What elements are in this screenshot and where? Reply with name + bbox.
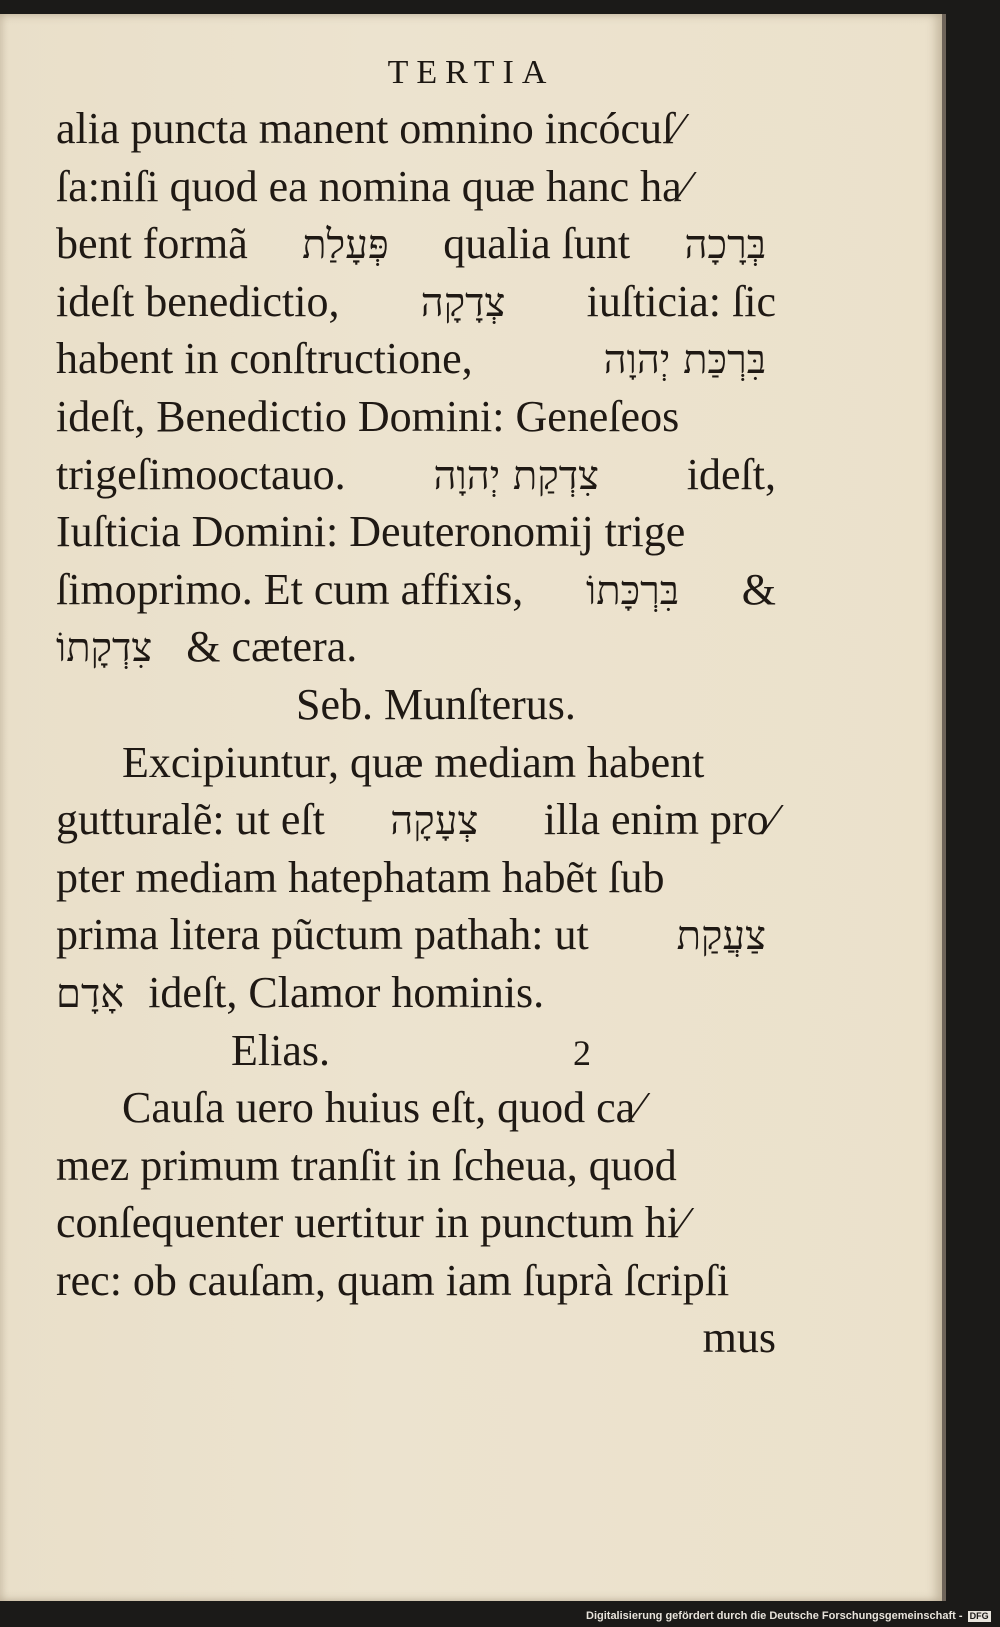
section-heading-munsterus: [56, 676, 776, 734]
latin-text: pter mediam hatephatam habẽt ſub: [56, 852, 665, 902]
text-line-20: [56, 1194, 776, 1252]
latin-text: trigeſimooctauo.: [56, 449, 346, 499]
catchword-line: [56, 1309, 776, 1367]
hebrew-phrase: צִדְקַת יְהוָה: [433, 452, 599, 499]
text-block: [56, 100, 776, 1367]
hebrew-phrase: בִּרְכַּת יְהוָה: [603, 337, 766, 384]
hebrew-word: צַעֲקַת: [676, 913, 766, 960]
hebrew-word: פְּעָלַת: [302, 222, 389, 269]
text-line-10: [56, 618, 776, 676]
hebrew-word: צְעָקָה: [390, 798, 479, 845]
text-line-16: [56, 964, 776, 1022]
latin-text: iuſticia: ſic: [586, 276, 776, 326]
text-line-14: [56, 849, 776, 907]
footer-text: Digitalisierung gefördert durch die Deutsche Forschungsgemeinschaft -: [586, 1610, 963, 1622]
latin-text: &: [741, 564, 776, 614]
hebrew-word: צִדְקָתוֹ: [56, 625, 153, 672]
text-line-13: [56, 791, 776, 849]
dfg-logo: DFG: [969, 1611, 989, 1621]
latin-text: illa enim pro⁄: [543, 795, 776, 845]
text-line-2: [56, 158, 776, 216]
text-line-4: [56, 273, 776, 331]
latin-text: mez primum tranſit in ſcheua, quod: [56, 1140, 677, 1190]
hebrew-word: אָדָם: [56, 970, 125, 1017]
latin-text: ſa:niſi quod ea nomina quæ hanc ha⁄: [56, 161, 689, 211]
latin-text: conſequenter uertitur in punctum hi⁄: [56, 1198, 687, 1248]
text-line-19: [56, 1137, 776, 1195]
latin-text: gutturalẽ: ut eſt: [56, 795, 325, 845]
text-line-3: [56, 215, 776, 273]
running-head: TERTIA: [387, 54, 555, 91]
section-heading-elias: [56, 1022, 776, 1080]
latin-text: rec: ob cauſam, quam iam ſuprà ſcripſi: [56, 1255, 730, 1305]
latin-text: ideſt,: [686, 449, 776, 499]
text-line-18: [56, 1079, 776, 1137]
latin-text: Excipiuntur, quæ mediam habent: [122, 737, 705, 787]
latin-text: ſimoprimo. Et cum affixis,: [56, 564, 524, 614]
text-line-1: [56, 100, 776, 158]
hebrew-word: בְּרָכָה: [684, 222, 766, 269]
text-line-12: [56, 734, 776, 792]
signature-number: 2: [573, 1032, 591, 1073]
text-line-7: [56, 446, 776, 504]
hebrew-word: בִּרְכָּתוֹ: [585, 567, 680, 614]
latin-text: ideſt, Clamor hominis.: [148, 967, 545, 1017]
latin-text: Iuſticia Domini: Deuteronomij trige: [56, 507, 686, 557]
page-edge: [942, 14, 946, 1601]
digitization-footer: [586, 1610, 991, 1622]
latin-text: & cætera.: [186, 622, 358, 672]
text-line-8: [56, 503, 776, 561]
catchword: mus: [702, 1313, 776, 1363]
latin-text: qualia ſunt: [443, 219, 631, 269]
latin-text: bent formã: [56, 219, 248, 269]
heading-text: Seb. Munſterus.: [296, 679, 576, 729]
text-line-21: [56, 1252, 776, 1310]
text-line-5: [56, 330, 776, 388]
hebrew-word: צְדָקָה: [420, 279, 506, 326]
text-line-9: [56, 561, 776, 619]
text-line-6: [56, 388, 776, 446]
latin-text: Cauſa uero huius eſt, quod ca⁄: [122, 1083, 643, 1133]
latin-text: prima litera pũctum pathah: ut: [56, 910, 589, 960]
text-line-15: [56, 906, 776, 964]
latin-text: ideſt benedictio,: [56, 276, 340, 326]
latin-text: ideſt, Benedictio Domini: Geneſeos: [56, 391, 680, 441]
latin-text: habent in conſtructione,: [56, 334, 473, 384]
heading-text: Elias.: [231, 1025, 330, 1075]
latin-text: alia puncta manent omnino incócuſ⁄: [56, 104, 682, 153]
